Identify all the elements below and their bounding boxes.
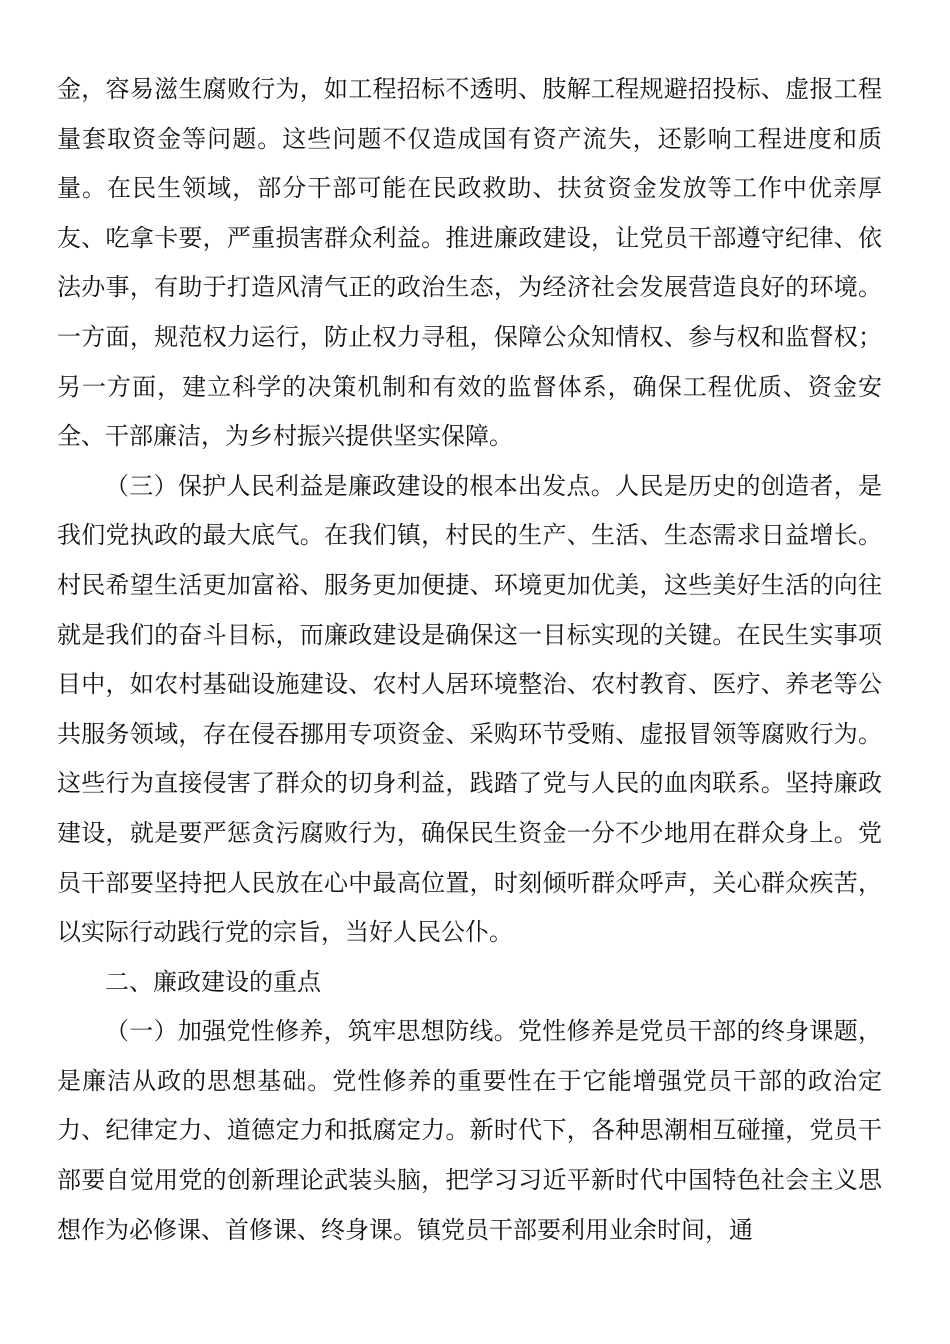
section-heading: 二、廉政建设的重点: [105, 967, 321, 996]
paragraph-section-1-3: （三）保护人民利益是廉政建设的根本出发点。人民是历史的创造者，是我们党执政的最大底气。在我们镇，村民的生产、生活、生态需求日益增长。村民希望生活更加富裕、服务更加便捷、环境更加优美，这些美好生活的向往就是我们的奋斗目标，而廉政建设是确保这一目标实现的关键。在民生实事项目中，如农村基础设施建设、农村人居环境整治、农村教育、医疗、养老等公共服务领域，存在侵吞挪用专项资金、采购环节受贿、虚报冒领等腐败行为。这些行为直接侵害了群众的切身利益，践踏了党与人民的血肉联系。坚持廉政建设，就是要严惩贪污腐败行为，确保民生资金一分不少地用在群众身上。党员干部要坚持把人民放在心中最高位置，时刻倾听群众呼声，关心群众疾苦，以实际行动践行党的宗旨，当好人民公仆。: [57, 471, 882, 947]
paragraph-section-2-1: （一）加强党性修养，筑牢思想防线。党性修养是党员干部的终身课题，是廉洁从政的思想基础。党性修养的重要性在于它能增强党员干部的政治定力、纪律定力、道德定力和抵腐定力。新时代下，各种思潮相互碰撞，党员干部要自觉用党的创新理论武装头脑，把学习习近平新时代中国特色社会主义思想作为必修课、首修课、终身课。镇党员干部要利用业余时间，通: [57, 1017, 882, 1244]
paragraph-continuation: 金，容易滋生腐败行为，如工程招标不透明、肢解工程规避招投标、虚报工程量套取资金等问题。这些问题不仅造成国有资产流失，还影响工程进度和质量。在民生领域，部分干部可能在民政救助、扶贫资金发放等工作中优亲厚友、吃拿卡要，严重损害群众利益。推进廉政建设，让党员干部遵守纪律、依法办事，有助于打造风清气正的政治生态，为经济社会发展营造良好的环境。一方面，规范权力运行，防止权力寻租，保障公众知情权、参与权和监督权；另一方面，建立科学的决策机制和有效的监督体系，确保工程优质、资金安全、干部廉洁，为乡村振兴提供坚实保障。: [57, 75, 882, 451]
document-page: [57, 65, 882, 1255]
